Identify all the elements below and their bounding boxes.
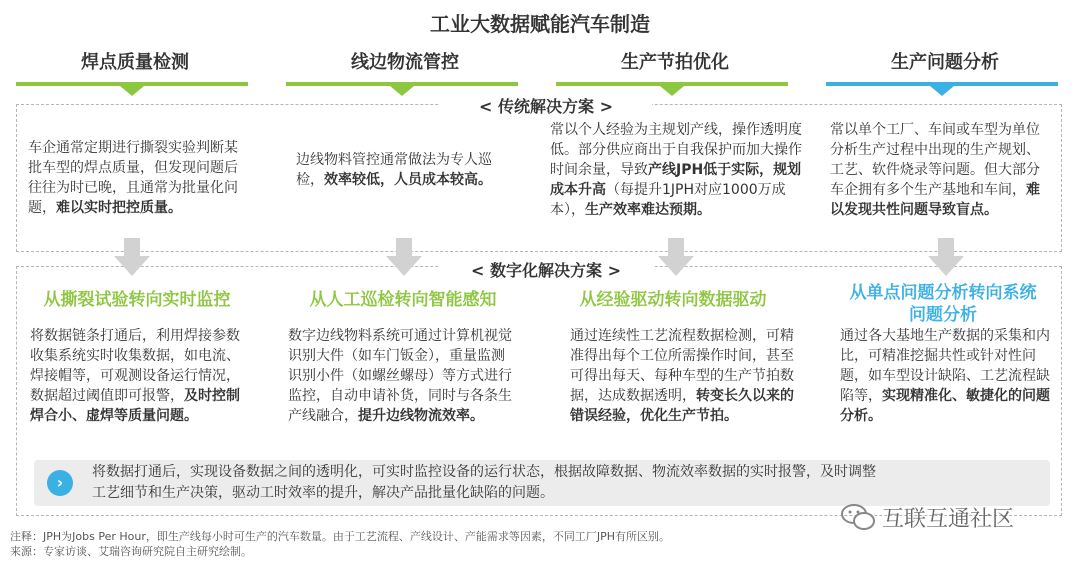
digital-text-takt xyxy=(570,326,794,426)
wechat-icon xyxy=(840,502,876,532)
digital-text-welding-body: 将数据链条打通后，利用焊接参数收集系统实时收集数据，如电流、焊接帽等，可观测设备运行情况，数据超过阈值即可报警， xyxy=(30,328,240,404)
digital-text-welding xyxy=(30,326,240,426)
digital-heading-analysis-line1: 从单点问题分析转向系统 xyxy=(849,283,1037,303)
source-note: 来源：专家访谈、艾瑞咨询研究院自主研究绘制。 xyxy=(10,545,252,558)
digital-text-logistics-body: 数字边线物料系统可通过计算机视觉识别大件（如车门钣金），重量监测识别小件（如螺丝螺母）等方式进行监控，自动申请补货，同时与各条生产线融合， xyxy=(288,328,512,424)
digital-text-takt-body: 通过连续性工艺流程数据检测，可精准得出每个工位所需操作时间，甚至可得出每天、每种车型的生产节拍数据，达成数据透明， xyxy=(570,328,794,404)
traditional-text-analysis-body: 常以单个工厂、车间或车型为单位分析生产过程中出现的生产规划、工艺、软件烧录等问题。但大部分车企拥有多个生产基地和车间， xyxy=(830,122,1040,198)
traditional-text-analysis-highlight: 难以发现共性问题导致盲点。 xyxy=(830,182,1040,218)
watermark-text: 互联互通社区 xyxy=(882,507,1015,532)
chevron-right-icon: › xyxy=(47,470,73,496)
traditional-text-takt-highlight2: 生产效率难达预期。 xyxy=(585,202,711,218)
column-pointer-analysis xyxy=(930,86,954,96)
digital-heading-analysis-line2: 问题分析 xyxy=(909,305,977,325)
digital-text-logistics-highlight: 提升边线物流效率。 xyxy=(358,408,484,424)
traditional-text-logistics-body: 边线物料管控通常做法为专人巡检， xyxy=(296,152,492,188)
digital-text-takt-highlight: 转变长久以来的错误经验，优化生产节拍。 xyxy=(570,388,794,424)
traditional-text-welding xyxy=(28,138,244,218)
digital-heading-takt: 从经验驱动转向数据驱动 xyxy=(579,290,767,310)
traditional-text-welding-highlight: 难以实时把控质量。 xyxy=(56,200,182,216)
column-title-takt: 生产节拍优化 xyxy=(621,52,729,73)
digital-text-logistics xyxy=(288,326,512,426)
digital-text-analysis-highlight: 实现精准化、敏捷化的问题分析。 xyxy=(840,388,1050,424)
digital-heading-welding: 从撕裂试验转向实时监控 xyxy=(43,290,231,310)
summary-line-1: 将数据打通后，实现设备数据之间的透明化，可实时监控设备的运行状态，根据故障数据、物流效率数据的实时报警，及时调整 xyxy=(92,464,876,480)
column-pointer-takt xyxy=(660,86,684,96)
traditional-text-analysis xyxy=(830,120,1050,220)
digital-text-analysis xyxy=(840,326,1050,426)
down-arrow-icon xyxy=(928,238,964,276)
column-title-welding: 焊点质量检测 xyxy=(81,52,189,73)
digital-solution-label: < 数字化解决方案 > xyxy=(438,258,654,281)
column-pointer-logistics xyxy=(390,86,414,96)
traditional-text-welding-body: 车企通常定期进行撕裂实验判断某批车型的焊点质量，但发现问题后往往为时已晚，且通常为批量化问题， xyxy=(28,140,238,216)
down-arrow-icon xyxy=(114,238,150,276)
down-arrow-icon xyxy=(386,238,422,276)
summary-line-2: 工艺细节和生产决策，驱动工时效率的提升，解决产品批量化缺陷的问题。 xyxy=(92,485,554,501)
summary-text xyxy=(92,462,1042,504)
down-arrow-icon xyxy=(658,238,694,276)
column-pointer-welding xyxy=(120,86,144,96)
column-title-analysis: 生产问题分析 xyxy=(891,52,999,73)
traditional-text-takt-body2: （每提升1JPH对应1000万成本）， xyxy=(550,182,786,218)
traditional-text-takt-body: 常以个人经验为主规划产线，操作透明度低。部分供应商出于自我保护而加大操作时间余量，导致 xyxy=(550,122,802,178)
traditional-solution-label: < 传统解决方案 > xyxy=(440,94,652,117)
digital-text-welding-highlight: 及时控制焊合小、虚焊等质量问题。 xyxy=(30,388,240,424)
digital-heading-logistics: 从人工巡检转向智能感知 xyxy=(309,290,497,310)
traditional-text-takt xyxy=(550,120,804,220)
page-title: 工业大数据赋能汽车制造 xyxy=(430,12,650,36)
traditional-text-takt-highlight: 产线JPH低于实际，规划成本升高 xyxy=(550,162,802,198)
traditional-text-logistics xyxy=(296,150,514,190)
digital-heading-analysis xyxy=(818,282,1068,326)
footnote: 注释：JPH为Jobs Per Hour，即生产线每小时可生产的汽车数量。由于工艺流程、产线设计、产能需求等因素，不同工厂JPH有所区别。 xyxy=(10,530,671,543)
digital-text-analysis-body: 通过各大基地生产数据的采集和内比，可精准挖掘共性或针对性问题，如车型设计缺陷、工艺流程缺陷等， xyxy=(840,328,1050,404)
column-title-logistics: 线边物流管控 xyxy=(351,52,459,73)
traditional-text-logistics-highlight: 效率较低，人员成本较高。 xyxy=(324,172,492,188)
